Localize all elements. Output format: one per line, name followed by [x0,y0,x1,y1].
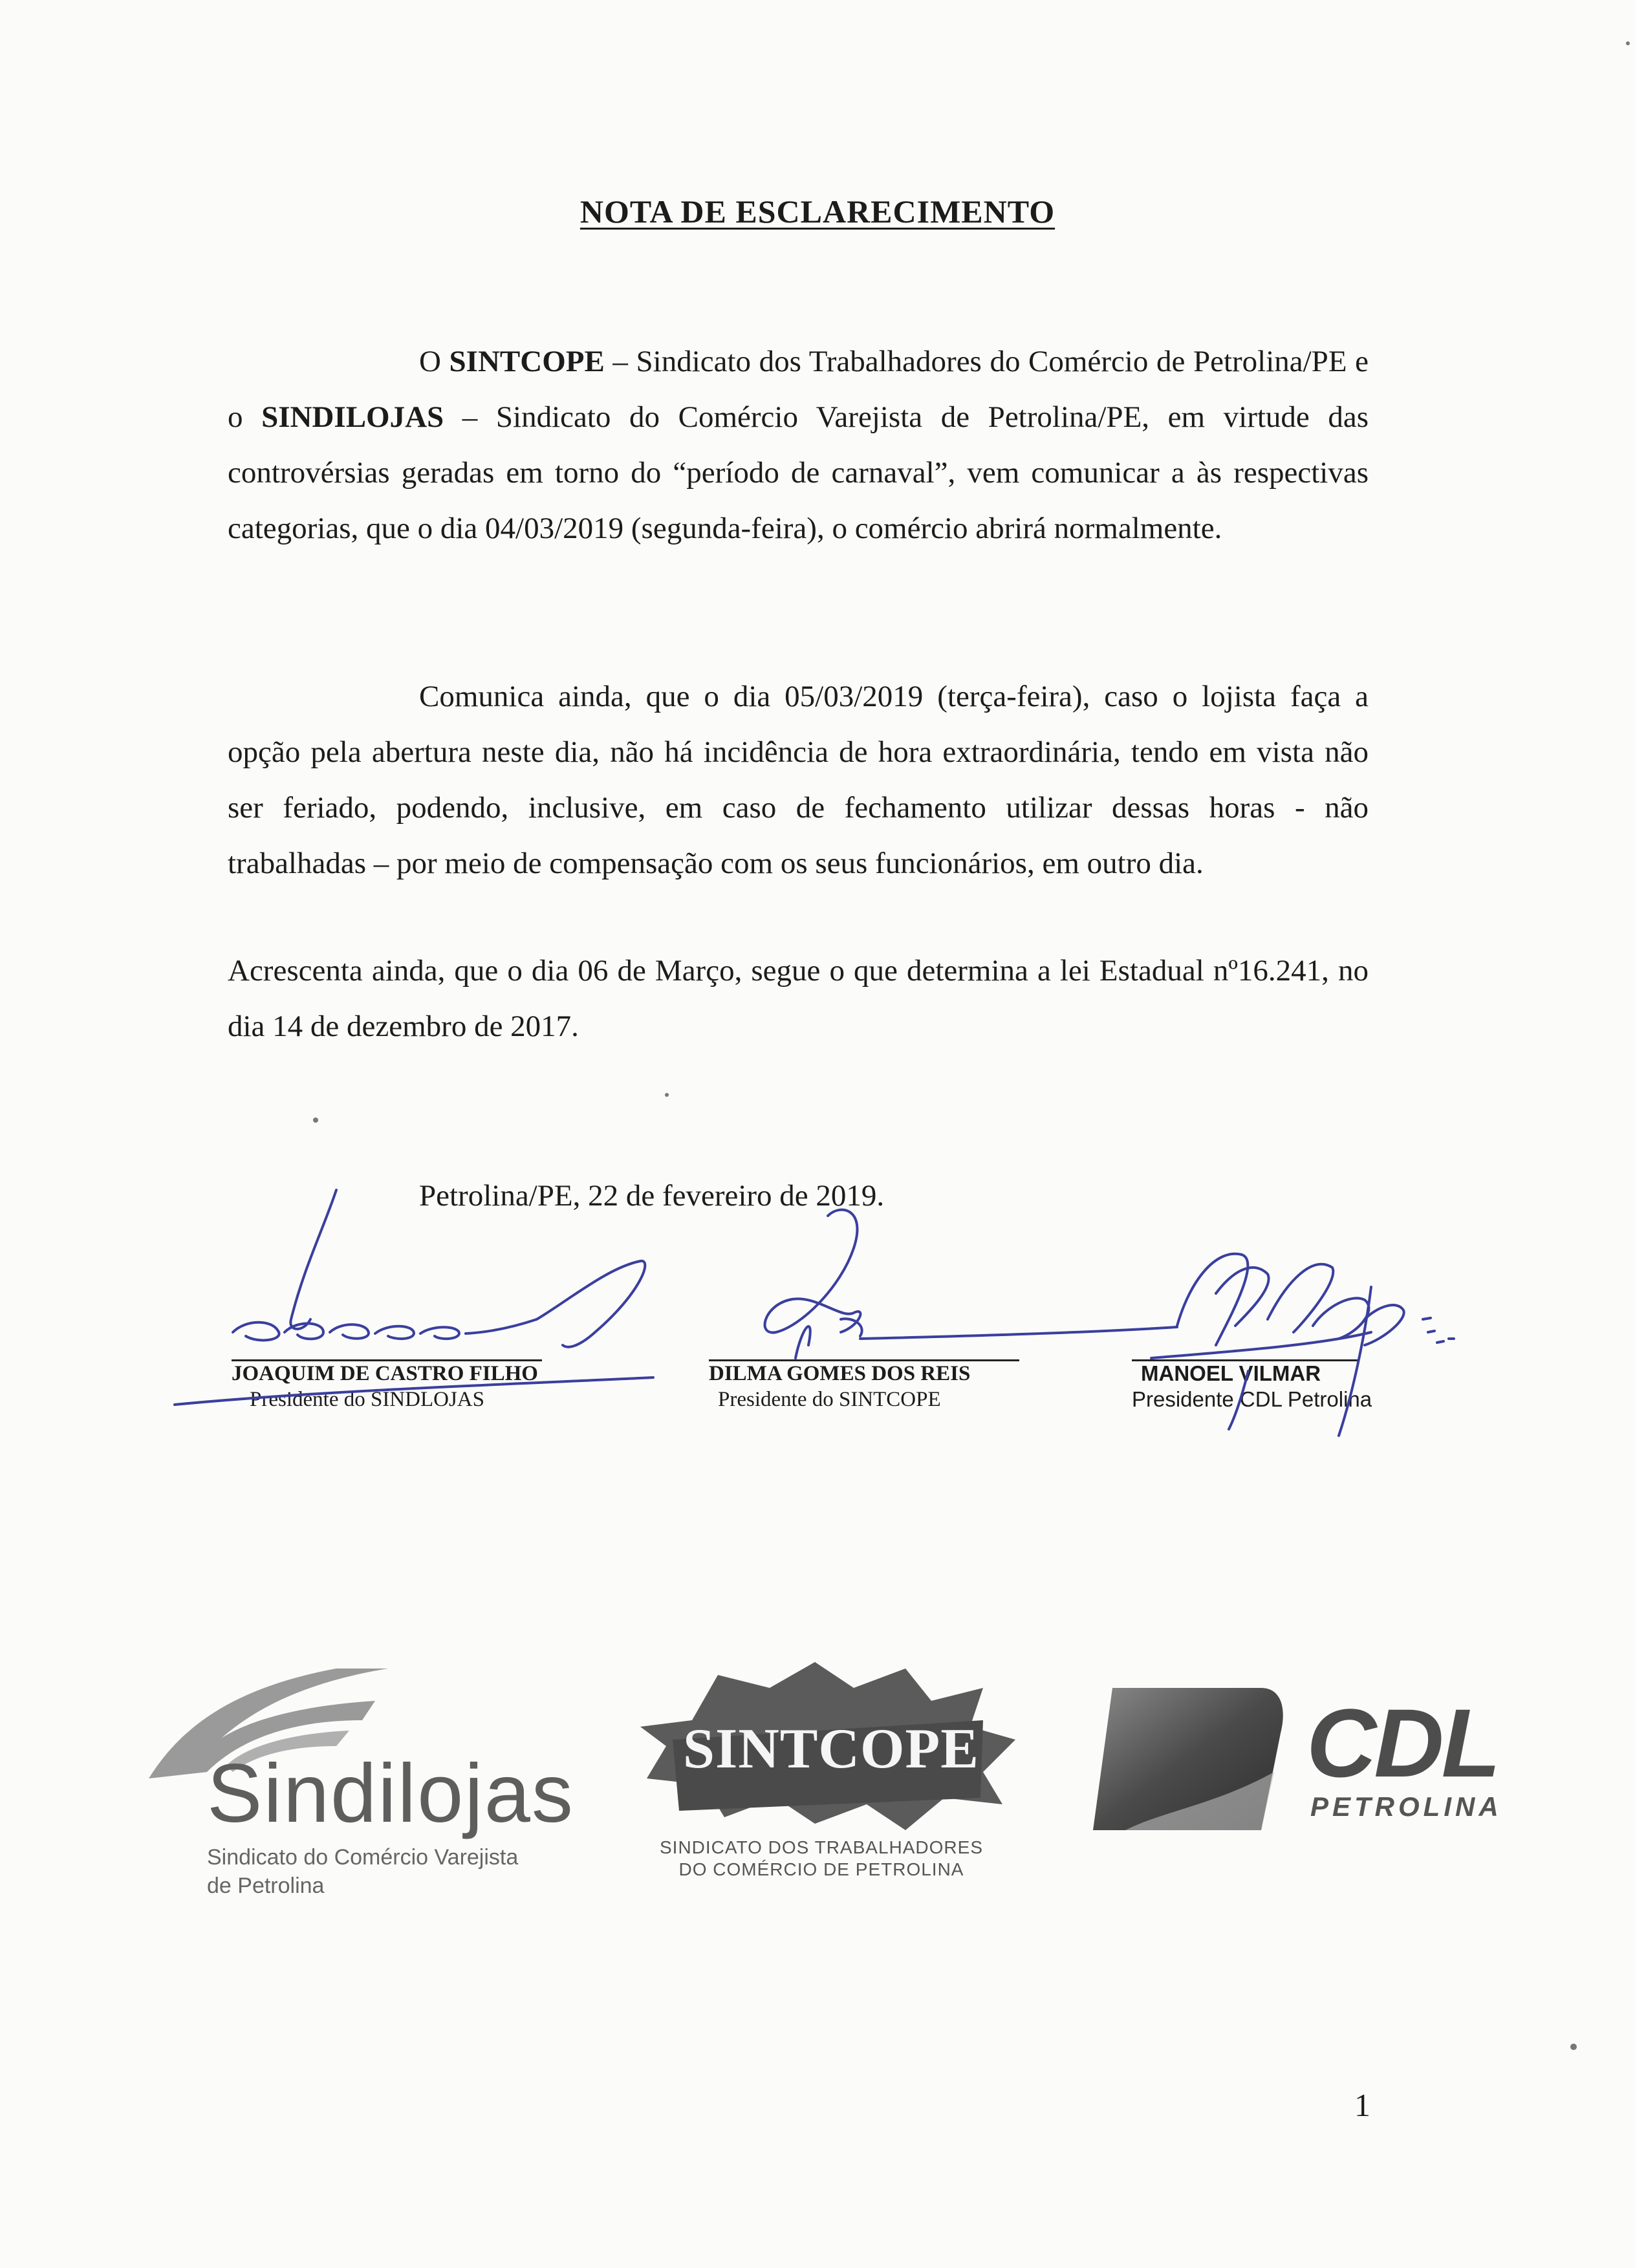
cdl-subtitle: PETROLINA [1310,1791,1502,1822]
sindilojas-wordmark: Sindilojas [207,1747,574,1840]
sintcope-logo [621,1649,1022,1895]
p1-text-2: – Sindicato dos Trabalhadores do Comércio de Petrolina/PE e o [228,345,1369,434]
signatory-3-role: Presidente CDL Petrolina [1132,1387,1372,1411]
scan-speck [665,1093,669,1097]
signatory-2-name: DILMA GOMES DOS REIS [709,1362,971,1385]
scan-speck [313,1118,318,1123]
p1-bold-sindilojas: SINDILOJAS [261,400,444,434]
cdl-emblem-icon [1087,1681,1294,1837]
signatory-2 [709,1361,970,1412]
scan-speck [1570,2044,1577,2050]
sintcope-subtitle-line-1: SINDICATO DOS TRABALHADORES [660,1837,983,1857]
signatory-2-role: Presidente do SINTCOPE [718,1388,941,1411]
sintcope-subtitle [621,1837,1022,1881]
sintcope-wordmark: SINTCOPE [683,1718,979,1780]
sintcope-subtitle-line-2: DO COMÉRCIO DE PETROLINA [678,1859,964,1879]
page-number: 1 [1354,2087,1370,2123]
paragraph-3 [228,943,1369,1054]
p1-text-1: O [419,345,449,378]
signatory-3 [1132,1361,1372,1412]
city-date: Petrolina/PE, 22 de fevereiro de 2019. [419,1179,885,1213]
paragraph-3-text: Acrescenta ainda, que o dia 06 de Março, segue o que determina a lei Estadual nº16.241, no dia 14 de dezembro de 2017. [228,954,1369,1043]
sindilojas-logo [142,1649,634,1908]
document-title: NOTA DE ESCLARECIMENTO [579,193,1056,230]
signature-dilma [765,1210,1177,1358]
sindilojas-subtitle-line-2: de Petrolina [207,1874,325,1898]
signatory-1-role: Presidente do SINDLOJAS [250,1388,484,1411]
paragraph-2-text: Comunica ainda, que o dia 05/03/2019 (terça-feira), caso o lojista faça a opção pela abertura neste dia, não há incidência de hora extraordinária, tendo em vista não ser feriado, podendo, inclusive, em caso de fechamento utilizar dessas horas - não trabalhadas – por meio de compensação com os seus funcionários, em outro dia. [228,680,1369,880]
sindilojas-subtitle-line-1: Sindicato do Comércio Varejista [207,1845,519,1870]
paragraph-1 [228,334,1369,556]
sindilojas-subtitle [207,1843,518,1900]
p1-text-3: – Sindicato do Comércio Varejista de Petrolina/PE, em virtude das controvérsias geradas em torno do “período de carnaval”, vem comunicar a às respectivas categorias, que o dia 04/03/2019 (segunda-feira), o comércio abrirá normalmente. [228,400,1369,545]
cdl-logo [1087,1675,1500,1843]
signatory-1 [232,1361,538,1412]
scan-speck [1626,41,1630,45]
p1-bold-sintcope: SINTCOPE [449,345,605,378]
cdl-wordmark: CDL [1306,1689,1499,1797]
paragraph-2 [228,669,1369,891]
signatory-3-name: MANOEL VILMAR [1141,1361,1321,1385]
signatory-1-name: JOAQUIM DE CASTRO FILHO [232,1362,538,1385]
